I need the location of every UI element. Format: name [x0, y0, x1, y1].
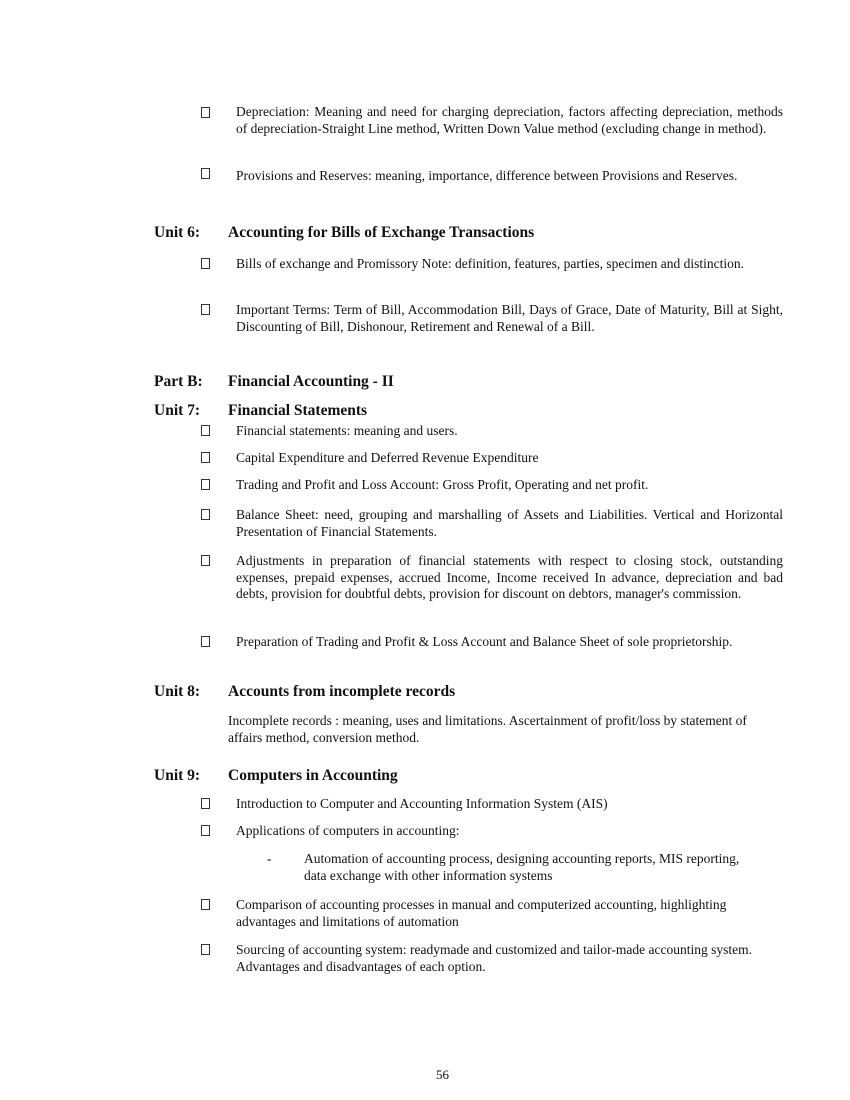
bullet-marker [201, 899, 210, 910]
part-title: Financial Accounting - II [228, 373, 394, 390]
bullet-marker [201, 258, 210, 269]
list-item: Preparation of Trading and Profit & Loss Account and Balance Sheet of sole proprietorship. [236, 634, 733, 649]
list-item: Financial statements: meaning and users. [236, 423, 458, 438]
dash-marker: - [267, 851, 272, 866]
list-item: Important Terms: Term of Bill, Accommodation Bill, Days of Grace, Date of Maturity, Bill at Sight, Discounting of Bill, Dishonour, Retirement and Renewal of a Bill. [236, 302, 783, 334]
list-item: Adjustments in preparation of financial statements with respect to closing stock, outstanding expenses, prepaid expenses, accrued Income, Income received In advance, depreciation and bad debts, provision for doubtful debts, provision for discount on debtors, manager's commission. [236, 553, 783, 601]
list-item: Depreciation: Meaning and need for charging depreciation, factors affecting depreciation, methods of depreciation-Straight Line method, Written Down Value method (excluding change in method). [236, 104, 783, 136]
bullet-marker [201, 107, 210, 118]
list-item: Comparison of accounting processes in manual and computerized accounting, highlighting advantages and limitations of automation [236, 897, 727, 929]
bullet-marker [201, 555, 210, 566]
sub-list-item: Automation of accounting process, designing accounting reports, MIS reporting, data exchange with other information systems [304, 851, 740, 883]
unit-label: Unit 7: [154, 402, 201, 419]
bullet-marker [201, 825, 210, 836]
unit-title: Computers in Accounting [228, 767, 398, 784]
bullet-marker [201, 304, 210, 315]
list-item: Capital Expenditure and Deferred Revenue Expenditure [236, 450, 539, 465]
unit-title: Financial Statements [228, 402, 368, 419]
list-item: Introduction to Computer and Accounting Information System (AIS) [236, 796, 608, 811]
bullet-marker [201, 168, 210, 179]
unit-title: Accounts from incomplete records [228, 683, 456, 700]
list-item: Sourcing of accounting system: readymade and customized and tailor-made accounting system. Advantages and disadvantages of each option. [236, 942, 752, 974]
part-label: Part B: [154, 373, 203, 390]
unit-label: Unit 9: [154, 767, 201, 784]
bullet-marker [201, 479, 210, 490]
bullet-marker [201, 509, 210, 520]
list-item: Trading and Profit and Loss Account: Gross Profit, Operating and net profit. [236, 477, 649, 492]
unit-title: Accounting for Bills of Exchange Transactions [228, 224, 535, 241]
bullet-marker [201, 636, 210, 647]
bullet-marker [201, 944, 210, 955]
bullet-marker [201, 425, 210, 436]
bullet-marker [201, 452, 210, 463]
unit-label: Unit 6: [154, 224, 201, 241]
list-item: Applications of computers in accounting: [236, 823, 460, 838]
list-item: Bills of exchange and Promissory Note: definition, features, parties, specimen and distinction. [236, 256, 745, 271]
page-number: 56 [436, 1067, 449, 1082]
unit-paragraph: Incomplete records : meaning, uses and limitations. Ascertainment of profit/loss by statement of affairs method, conversion method. [228, 713, 747, 745]
list-item: Balance Sheet: need, grouping and marshalling of Assets and Liabilities. Vertical and Horizontal Presentation of Financial Statements. [236, 507, 783, 539]
list-item: Provisions and Reserves: meaning, importance, difference between Provisions and Reserves. [236, 168, 738, 183]
unit-label: Unit 8: [154, 683, 201, 700]
bullet-marker [201, 798, 210, 809]
